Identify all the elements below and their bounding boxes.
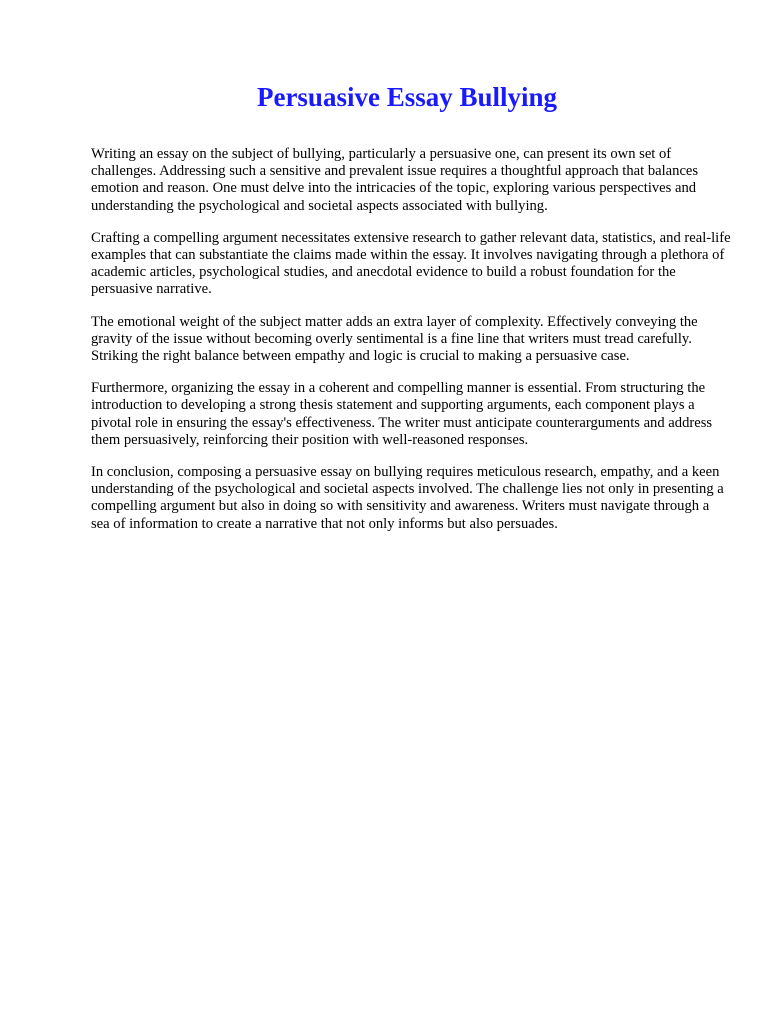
page-title: Persuasive Essay Bullying bbox=[256, 82, 558, 112]
paragraph-3: The emotional weight of the subject matter adds an extra layer of complexity. Effectively conveying the gravity of the issue without becoming overly sentimental is a fine line that writers must tread carefully. Striking the right balance between empathy and logic is crucial to making a persuasive case. bbox=[91, 313, 698, 365]
paragraph-1: Writing an essay on the subject of bullying, particularly a persuasive one, can present its own set of challenges. Addressing such a sensitive and prevalent issue requires a thoughtful approach that balances emotion and reason. One must delve into the intricacies of the topic, exploring various perspectives and understanding the psychological and societal aspects associated with bullying. bbox=[91, 146, 699, 214]
paragraph-4: Furthermore, organizing the essay in a coherent and compelling manner is essential. From structuring the introduction to developing a strong thesis statement and supporting arguments, each component plays a pivotal role in ensuring the essay's effectiveness. The writer must anticipate counterarguments and address them persuasively, reinforcing their position with well-reasoned responses. bbox=[91, 380, 713, 448]
paragraph-5: In conclusion, composing a persuasive essay on bullying requires meticulous research, empathy, and a keen understanding of the psychological and societal aspects involved. The challenge lies not only in presenting a compelling argument but also in doing so with sensitivity and awareness. Writers must navigate through a sea of information to create a narrative that not only informs but also persuades. bbox=[91, 464, 724, 532]
essay-body bbox=[91, 146, 731, 548]
paragraph-2: Crafting a compelling argument necessitates extensive research to gather relevant data, statistics, and real-life examples that can substantiate the claims made within the essay. It involves navigating through a plethora of academic articles, psychological studies, and anecdotal evidence to build a robust foundation for the persuasive narrative. bbox=[91, 229, 731, 298]
